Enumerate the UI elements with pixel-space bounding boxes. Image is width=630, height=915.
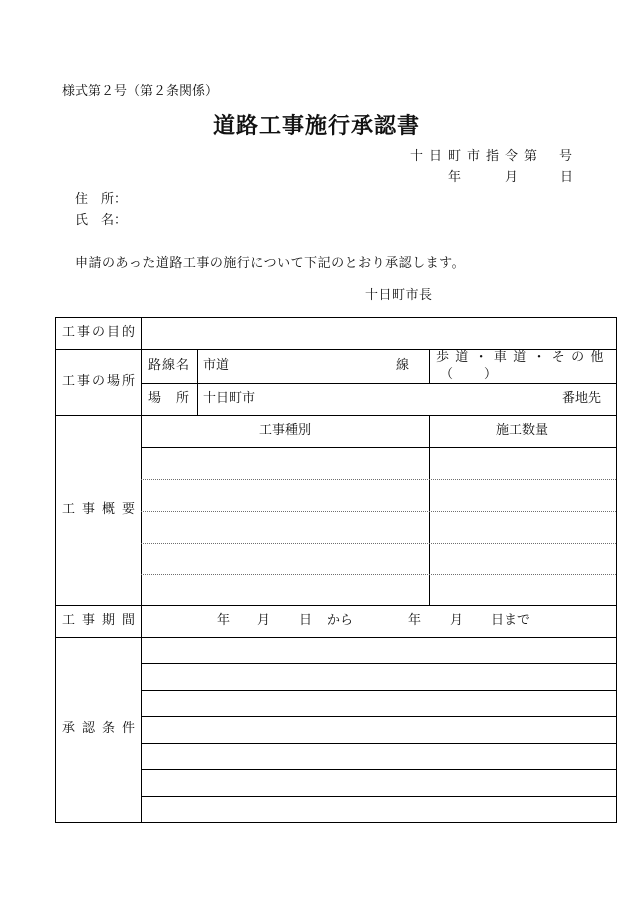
row-divider xyxy=(55,637,616,638)
quantity-header: 施工数量 xyxy=(496,423,549,438)
route-suffix: 線 xyxy=(396,358,410,373)
conditions-line xyxy=(141,716,616,717)
conditions-line xyxy=(141,743,616,744)
name-label: 氏 名： xyxy=(75,213,128,228)
period-start-day: 日 xyxy=(299,613,313,628)
place-suffix: 番地先 xyxy=(562,391,602,406)
table-frame xyxy=(55,317,617,823)
conditions-label: 承認条件 xyxy=(62,721,143,736)
overview-dotted-line xyxy=(141,479,616,480)
issuer-name: 十日町市長 xyxy=(365,288,433,303)
period-end-day: 日まで xyxy=(491,613,531,628)
overview-dotted-line xyxy=(141,574,616,575)
date-day: 日 xyxy=(560,170,574,185)
period-end-month: 月 xyxy=(450,613,464,628)
period-start-year: 年 xyxy=(217,613,231,628)
row-divider xyxy=(55,415,616,416)
conditions-line xyxy=(141,663,616,664)
road-part-divider xyxy=(429,349,430,383)
address-label: 住 所： xyxy=(75,192,128,207)
location-label: 工事の場所 xyxy=(62,374,138,389)
date-month: 月 xyxy=(505,170,519,185)
overview-label: 工事概要 xyxy=(62,502,143,517)
period-from: から xyxy=(327,613,354,628)
road-part-close-paren: ） xyxy=(484,367,498,382)
route-type: 市道 xyxy=(203,358,230,373)
route-label: 路線名 xyxy=(148,358,191,373)
work-type-header: 工事種別 xyxy=(259,423,312,438)
period-start-month: 月 xyxy=(257,613,271,628)
road-part-options: 歩道・車道・その他 xyxy=(436,350,610,365)
overview-column-divider xyxy=(429,415,430,605)
directive-number-prefix: 十日町市指令第 xyxy=(410,149,544,164)
period-label: 工事期間 xyxy=(62,613,143,628)
label-column-divider xyxy=(141,317,142,822)
purpose-label: 工事の目的 xyxy=(62,325,138,340)
conditions-line xyxy=(141,690,616,691)
overview-dotted-line xyxy=(141,543,616,544)
directive-number-suffix: 号 xyxy=(559,149,573,164)
location-subrow-divider xyxy=(141,383,616,384)
period-end-year: 年 xyxy=(408,613,422,628)
road-part-open-paren: （ xyxy=(440,367,454,382)
approval-statement: 申請のあった道路工事の施行について下記のとおり承認します。 xyxy=(75,256,466,271)
place-city: 十日町市 xyxy=(203,391,256,406)
document-title: 道路工事施行承認書 xyxy=(213,113,421,139)
overview-dotted-line xyxy=(141,511,616,512)
conditions-line xyxy=(141,796,616,797)
overview-header-divider xyxy=(141,447,616,448)
conditions-line xyxy=(141,769,616,770)
location-sublabel-divider xyxy=(197,349,198,415)
form-number: 様式第２号（第２条関係） xyxy=(62,84,219,99)
date-year: 年 xyxy=(448,170,462,185)
place-label: 場 所 xyxy=(148,391,191,406)
row-divider xyxy=(55,605,616,606)
